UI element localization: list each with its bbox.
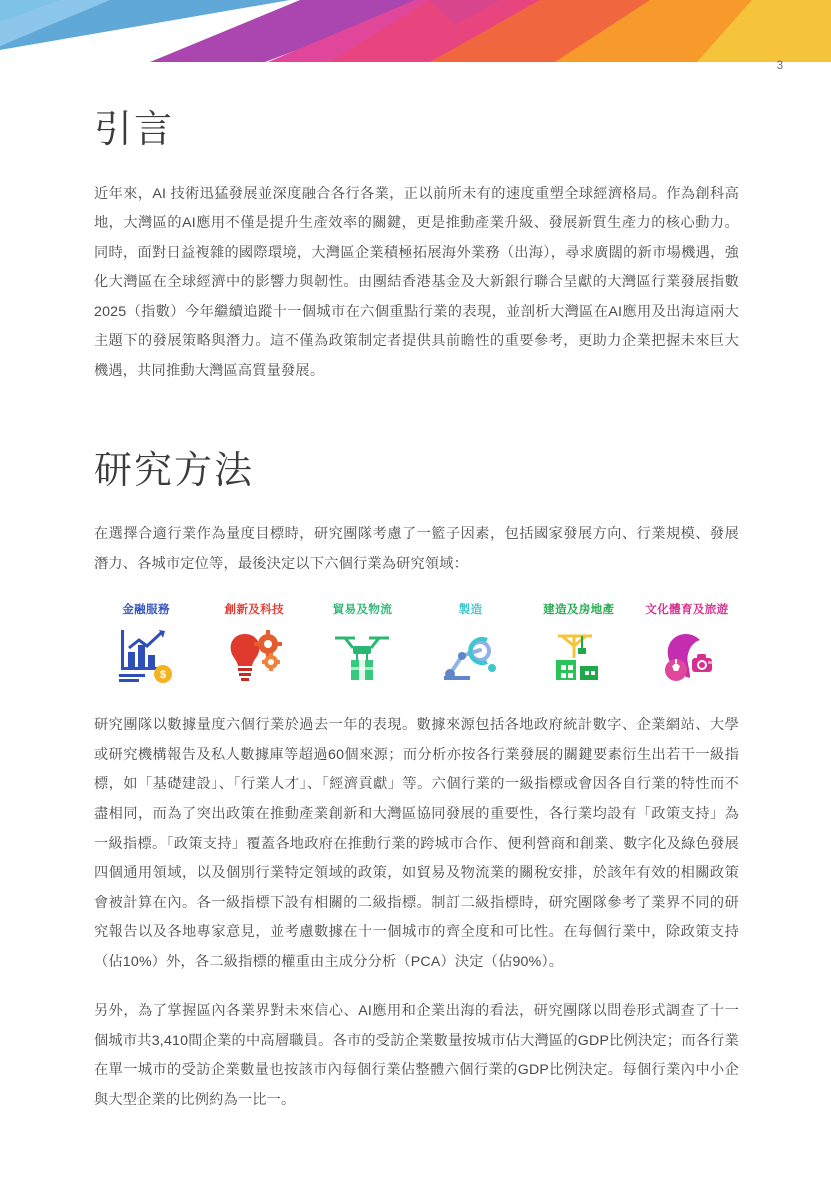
- section-title-methodology: 研究方法: [94, 449, 255, 492]
- construction-crane-icon: [527, 627, 631, 685]
- industry-icon-strip: [94, 601, 739, 685]
- decorative-header-banner: [0, 0, 831, 62]
- industry-label-finance: 金融服務: [122, 603, 170, 617]
- methodology-paragraph-2: 研究團隊以數據量度六個行業於過去一年的表現。數據來源包括各地政府統計數字、企業網站、大學或研究機構報告及私人數據庫等超過60個來源；而分析亦按各行業發展的關鍵要素衍生出若干一級指標，如「基礎建設」、「行業人才」、「經濟貢獻」等。六個行業的一級指標或會因各自行業的特性而不盡相同，而為了突出政策在推動產業創新和大灣區協同發展的重要性，各行業均設有「政策支持」為一級指標。「政策支持」覆蓋各地政府在推動行業的跨城市合作、便利營商和創業、數字化及綠色發展四個通用領域，以及個別行業特定領域的政策，如貿易及物流業的關稅安排，於該年有效的相關政策會被計算在內。各一級指標下設有相關的二級指標。制訂二級指標時，研究團隊參考了業界不同的研究報告以及各地專家意見，並考慮數據在十一個城市的齊全度和可比性。在每個行業中，除政策支持（佔10%）外，各二級指標的權重由主成分分析（PCA）決定（佔90%）。: [94, 717, 739, 970]
- trade-drone-box-icon: [310, 627, 414, 685]
- methodology-paragraph-1: 在選擇合適行業作為量度目標時，研究團隊考慮了一籃子因素，包括國家發展方向、行業規模、發展潛力、各城市定位等，最後決定以下六個行業為研究領域：: [94, 526, 739, 572]
- industry-label-innovation: 創新及科技: [224, 603, 284, 617]
- page-number: 3: [776, 60, 783, 72]
- methodology-paragraph-3: 另外，為了掌握區內各業界對未來信心、AI應用和企業出海的看法，研究團隊以問卷形式調查了十一個城市共3,410間企業的中高層職員。各市的受訪企業數量按城市佔大灣區的GDP比例決定；而各行業在單一城市的受訪企業數量也按該市內每個行業佔整體六個行業的GDP比例決定。每個行業內中小企與大型企業的比例約為一比一。: [94, 1003, 739, 1108]
- introduction-paragraph-1: 近年來，AI 技術迅猛發展並深度融合各行各業，正以前所未有的速度重塑全球經濟格局。作為創科高地，大灣區的AI應用不僅是提升生產效率的關鍵，更是推動產業升級、發展新質生產力的核心動力。同時，面對日益複雜的國際環境，大灣區企業積極拓展海外業務（出海），尋求廣闊的新市場機遇，強化大灣區在全球經濟中的影響力與韌性。由團結香港基金及大新銀行聯合呈獻的大灣區行業發展指數2025（指數）今年繼續追蹤十一個城市在六個重點行業的表現，並剖析大灣區在AI應用及出海這兩大主題下的發展策略與潛力。這不僅為政策制定者提供具前瞻性的重要參考，更助力企業把握未來巨大機遇，共同推動大灣區高質量發展。: [94, 185, 739, 379]
- manufacturing-robot-arm-icon: [419, 627, 523, 685]
- innovation-bulb-gear-icon: [202, 627, 306, 685]
- svg-text:$: $: [159, 669, 167, 682]
- industry-label-trade: 貿易及物流: [332, 603, 393, 617]
- page-title-introduction: 引言: [94, 109, 175, 151]
- finance-chart-icon: [94, 627, 198, 685]
- industry-item-manufacturing: [419, 601, 523, 685]
- industry-label-construction: 建造及房地產: [543, 603, 615, 617]
- industry-label-manufacturing: 製造: [458, 603, 483, 617]
- industry-label-culture: 文化體育及旅遊: [645, 603, 729, 617]
- industry-item-innovation: [202, 601, 306, 685]
- culture-sports-tourism-icon: [635, 627, 739, 685]
- industry-item-trade: [310, 601, 414, 685]
- banner-graphic-icon: [0, 0, 831, 62]
- industry-item-finance: [94, 601, 198, 685]
- industry-item-culture: [635, 601, 739, 685]
- document-content: [94, 110, 739, 1135]
- industry-item-construction: [527, 601, 631, 685]
